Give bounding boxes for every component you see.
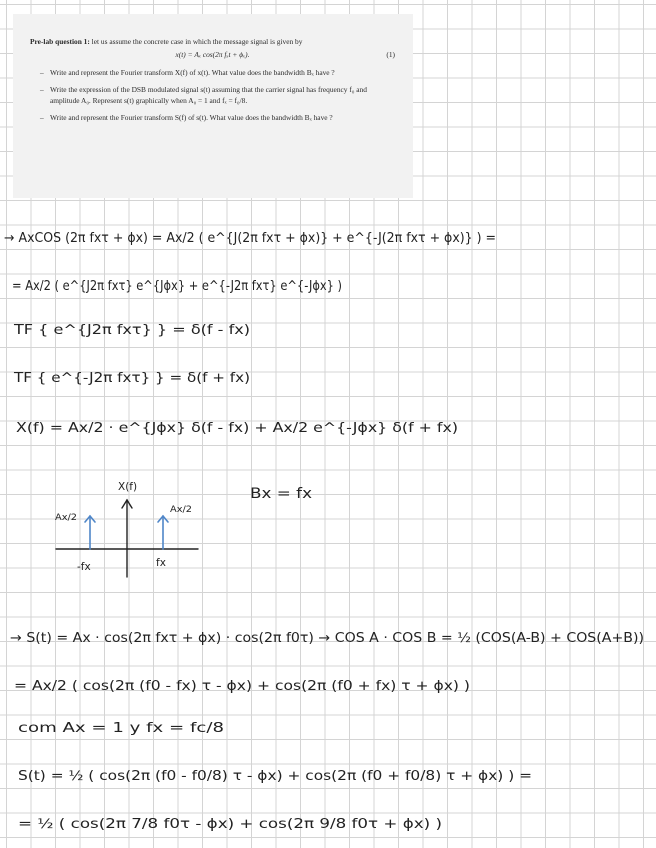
graph-right-amplitude: Ax/2 (170, 505, 192, 515)
note-line-7: = Ax/2 ( cos(2π (f0 - fx) τ - ϕx) + cos(2π (f0 + fx) τ + ϕx) ) (14, 678, 470, 694)
task-item-1: – Write and represent the Fourier transform X(f) of x(t). What value does the bandwidth Bₓ have ? (50, 67, 395, 78)
task-item-2: – Write the expression of the DSB modulated signal s(t) assuming that the carrier signal has frequency f₀ and amplitude A₀. Represent s(t) graphically when A₀ = 1 and fₓ = f₀/8. (50, 84, 395, 106)
note-line-1: → AxCOS (2π fxτ + ϕx) = Ax/2 ( e^{J(2π fxτ + ϕx)} + e^{-J(2π fxτ + ϕx)} ) = (4, 230, 496, 246)
note-line-4: TF { e^{-J2π fxτ} } = δ(f + fx) (12, 370, 250, 386)
task-item-3: – Write and represent the Fourier transform S(f) of s(t). What value does the bandwidth Bₓ have ? (50, 112, 395, 123)
bandwidth-note: Bx = fx (250, 486, 312, 502)
note-line-6: → S(t) = Ax · cos(2π fxτ + ϕx) · cos(2π f0τ) → COS A · COS B = ½ (COS(A-B) + COS(A+B)) (10, 630, 644, 646)
spectrum-sketch (55, 481, 198, 577)
note-line-8: com Ax = 1 y fx = fc/8 (18, 720, 224, 736)
question-text: let us assume the concrete case in which the message signal is given by (91, 37, 303, 46)
graph-right-tick: fx (156, 557, 166, 569)
note-line-5: X(f) = Ax/2 · e^{Jϕx} δ(f - fx) + Ax/2 e^{-Jϕx} δ(f + fx) (16, 420, 458, 436)
graph-left-tick: -fx (77, 561, 91, 573)
note-line-9: S(t) = ½ ( cos(2π (f0 - f0/8) τ - ϕx) + cos(2π (f0 + f0/8) τ + ϕx) ) = (18, 768, 532, 784)
equation-number: (1) (386, 50, 395, 59)
graph-title: X(f) (118, 481, 138, 493)
question-label: Pre-lab question 1: (30, 37, 90, 46)
graph-left-amplitude: Ax/2 (55, 513, 77, 523)
note-line-10: = ½ ( cos(2π 7/8 f0τ - ϕx) + cos(2π 9/8 f0τ + ϕx) ) (18, 816, 442, 832)
note-line-3: TF { e^{J2π fxτ} } = δ(f - fx) (12, 322, 250, 338)
equation-text: x(t) = Aₓ cos(2π fₓt + ϕₓ). (175, 50, 250, 59)
note-line-2: = Ax/2 ( e^{J2π fxτ} e^{Jϕx} + e^{-J2π fxτ} e^{-Jϕx} ) (12, 278, 342, 294)
